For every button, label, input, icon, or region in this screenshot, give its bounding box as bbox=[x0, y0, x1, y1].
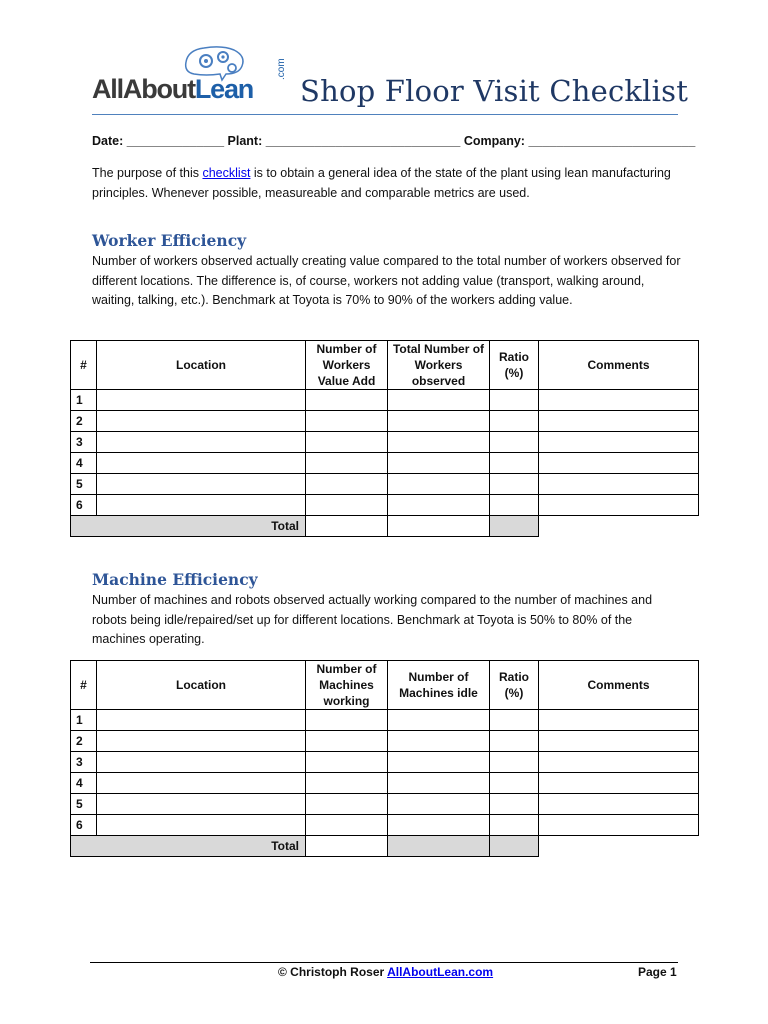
col-header-number: # bbox=[71, 661, 97, 710]
table-row bbox=[71, 731, 699, 752]
working-cell[interactable] bbox=[306, 773, 388, 794]
working-cell[interactable] bbox=[306, 752, 388, 773]
table-row bbox=[71, 794, 699, 815]
total-working-cell[interactable] bbox=[306, 836, 388, 857]
comments-cell[interactable] bbox=[539, 453, 699, 474]
ratio-cell[interactable] bbox=[490, 731, 539, 752]
col-header-ratio: Ratio (%) bbox=[490, 661, 539, 710]
location-cell[interactable] bbox=[97, 815, 306, 836]
total-label: Total bbox=[71, 836, 306, 857]
location-cell[interactable] bbox=[97, 752, 306, 773]
ratio-cell[interactable] bbox=[490, 453, 539, 474]
working-cell[interactable] bbox=[306, 731, 388, 752]
date-plant-company-line: Date: ______________ Plant: ____________________________ Company: ________________________ bbox=[92, 134, 696, 148]
col-header-location: Location bbox=[97, 341, 306, 390]
idle-cell[interactable] bbox=[388, 773, 490, 794]
table-header-row bbox=[71, 341, 699, 390]
ratio-cell[interactable] bbox=[490, 411, 539, 432]
comments-cell[interactable] bbox=[539, 752, 699, 773]
idle-cell[interactable] bbox=[388, 752, 490, 773]
table-row bbox=[71, 773, 699, 794]
page-title: Shop Floor Visit Checklist bbox=[300, 74, 689, 108]
col-header-machines-working: Number of Machines working bbox=[306, 661, 388, 710]
total-cell[interactable] bbox=[388, 390, 490, 411]
ratio-cell[interactable] bbox=[490, 390, 539, 411]
row-number: 5 bbox=[71, 474, 97, 495]
worker-efficiency-description: Number of workers observed actually creating value compared to the total number of workers observed for different locations. The difference is, of course, workers not adding value (transport, walking around, waiting, talking, etc.). Benchmark at Toyota is 70% to 90% of the workers adding value. bbox=[92, 254, 681, 307]
total-cell[interactable] bbox=[388, 432, 490, 453]
table-row bbox=[71, 411, 699, 432]
col-header-number: # bbox=[71, 341, 97, 390]
ratio-cell[interactable] bbox=[490, 773, 539, 794]
total-ratio-cell bbox=[490, 836, 539, 857]
ratio-cell[interactable] bbox=[490, 432, 539, 453]
ratio-cell[interactable] bbox=[490, 815, 539, 836]
col-header-workers-value-add: Number of Workers Value Add bbox=[306, 341, 388, 390]
footer-divider bbox=[90, 962, 678, 963]
working-cell[interactable] bbox=[306, 710, 388, 731]
col-header-total-workers: Total Number of Workers observed bbox=[388, 341, 490, 390]
row-number: 4 bbox=[71, 453, 97, 474]
comments-cell[interactable] bbox=[539, 390, 699, 411]
worker-efficiency-heading: Worker Efficiency bbox=[92, 231, 247, 250]
value-add-cell[interactable] bbox=[306, 390, 388, 411]
table-row bbox=[71, 453, 699, 474]
location-cell[interactable] bbox=[97, 432, 306, 453]
location-cell[interactable] bbox=[97, 710, 306, 731]
logo-text-lean: Lean bbox=[194, 74, 254, 104]
col-header-machines-idle: Number of Machines idle bbox=[388, 661, 490, 710]
ratio-cell[interactable] bbox=[490, 710, 539, 731]
row-number: 2 bbox=[71, 411, 97, 432]
total-blank-cell bbox=[539, 516, 699, 537]
table-row bbox=[71, 495, 699, 516]
total-label: Total bbox=[71, 516, 306, 537]
comments-cell[interactable] bbox=[539, 731, 699, 752]
table-row bbox=[71, 815, 699, 836]
location-cell[interactable] bbox=[97, 731, 306, 752]
location-cell[interactable] bbox=[97, 411, 306, 432]
logo-text-main: AllAbout bbox=[92, 74, 195, 104]
col-header-comments: Comments bbox=[539, 341, 699, 390]
total-cell[interactable] bbox=[388, 495, 490, 516]
allaboutlean-logo bbox=[92, 44, 292, 106]
value-add-cell[interactable] bbox=[306, 432, 388, 453]
table-row bbox=[71, 474, 699, 495]
logo-suffix: .com bbox=[276, 58, 287, 80]
checklist-link[interactable]: checklist bbox=[202, 166, 251, 180]
intro-after: is to obtain a general idea of the state of the plant using lean manufacturing principles. Whenever possible, measureable and comparable metrics are used. bbox=[92, 166, 671, 200]
total-cell[interactable] bbox=[388, 474, 490, 495]
location-cell[interactable] bbox=[97, 773, 306, 794]
row-number: 3 bbox=[71, 752, 97, 773]
row-number: 6 bbox=[71, 815, 97, 836]
location-cell[interactable] bbox=[97, 495, 306, 516]
comments-cell[interactable] bbox=[539, 474, 699, 495]
col-header-location: Location bbox=[97, 661, 306, 710]
table-header-row bbox=[71, 661, 699, 710]
comments-cell[interactable] bbox=[539, 773, 699, 794]
total-idle-cell bbox=[388, 836, 490, 857]
worker-efficiency-table bbox=[70, 340, 699, 537]
total-cell[interactable] bbox=[388, 411, 490, 432]
footer-site-link[interactable]: AllAboutLean.com bbox=[387, 965, 494, 979]
comments-cell[interactable] bbox=[539, 432, 699, 453]
table-row bbox=[71, 390, 699, 411]
col-header-ratio: Ratio (%) bbox=[490, 341, 539, 390]
intro-before: The purpose of this bbox=[92, 166, 203, 180]
copyright-text: © Christoph Roser bbox=[278, 965, 388, 979]
row-number: 6 bbox=[71, 495, 97, 516]
value-add-cell[interactable] bbox=[306, 453, 388, 474]
title-divider bbox=[92, 114, 678, 115]
comments-cell[interactable] bbox=[539, 815, 699, 836]
value-add-cell[interactable] bbox=[306, 495, 388, 516]
working-cell[interactable] bbox=[306, 794, 388, 815]
total-ratio-cell bbox=[490, 516, 539, 537]
row-number: 5 bbox=[71, 794, 97, 815]
ratio-cell[interactable] bbox=[490, 752, 539, 773]
table-row bbox=[71, 710, 699, 731]
total-cell[interactable] bbox=[388, 453, 490, 474]
comments-cell[interactable] bbox=[539, 794, 699, 815]
total-row bbox=[71, 516, 699, 537]
row-number: 2 bbox=[71, 731, 97, 752]
idle-cell[interactable] bbox=[388, 731, 490, 752]
row-number: 1 bbox=[71, 710, 97, 731]
ratio-cell[interactable] bbox=[490, 474, 539, 495]
col-header-comments: Comments bbox=[539, 661, 699, 710]
value-add-cell[interactable] bbox=[306, 474, 388, 495]
total-workers-cell[interactable] bbox=[388, 516, 490, 537]
machine-efficiency-table bbox=[70, 660, 699, 857]
total-value-add-cell[interactable] bbox=[306, 516, 388, 537]
location-cell[interactable] bbox=[97, 474, 306, 495]
table-row bbox=[71, 752, 699, 773]
working-cell[interactable] bbox=[306, 815, 388, 836]
machine-efficiency-description: Number of machines and robots observed actually working compared to the number of machines and robots being idle/repaired/set up for different locations. Benchmark at Toyota is 50% to 80% of the machines operating. bbox=[92, 593, 653, 646]
value-add-cell[interactable] bbox=[306, 411, 388, 432]
page-number: Page 1 bbox=[638, 965, 677, 979]
row-number: 1 bbox=[71, 390, 97, 411]
machine-efficiency-heading: Machine Efficiency bbox=[92, 570, 258, 589]
location-cell[interactable] bbox=[97, 453, 306, 474]
comments-cell[interactable] bbox=[539, 495, 699, 516]
idle-cell[interactable] bbox=[388, 710, 490, 731]
comments-cell[interactable] bbox=[539, 411, 699, 432]
ratio-cell[interactable] bbox=[490, 495, 539, 516]
table-row bbox=[71, 432, 699, 453]
row-number: 3 bbox=[71, 432, 97, 453]
location-cell[interactable] bbox=[97, 794, 306, 815]
footer-copyright bbox=[278, 965, 493, 979]
logo-wordmark bbox=[92, 74, 253, 105]
idle-cell[interactable] bbox=[388, 794, 490, 815]
idle-cell[interactable] bbox=[388, 815, 490, 836]
comments-cell[interactable] bbox=[539, 710, 699, 731]
total-blank-cell bbox=[539, 836, 699, 857]
ratio-cell[interactable] bbox=[490, 794, 539, 815]
total-row bbox=[71, 836, 699, 857]
row-number: 4 bbox=[71, 773, 97, 794]
location-cell[interactable] bbox=[97, 390, 306, 411]
intro-paragraph bbox=[92, 164, 682, 203]
